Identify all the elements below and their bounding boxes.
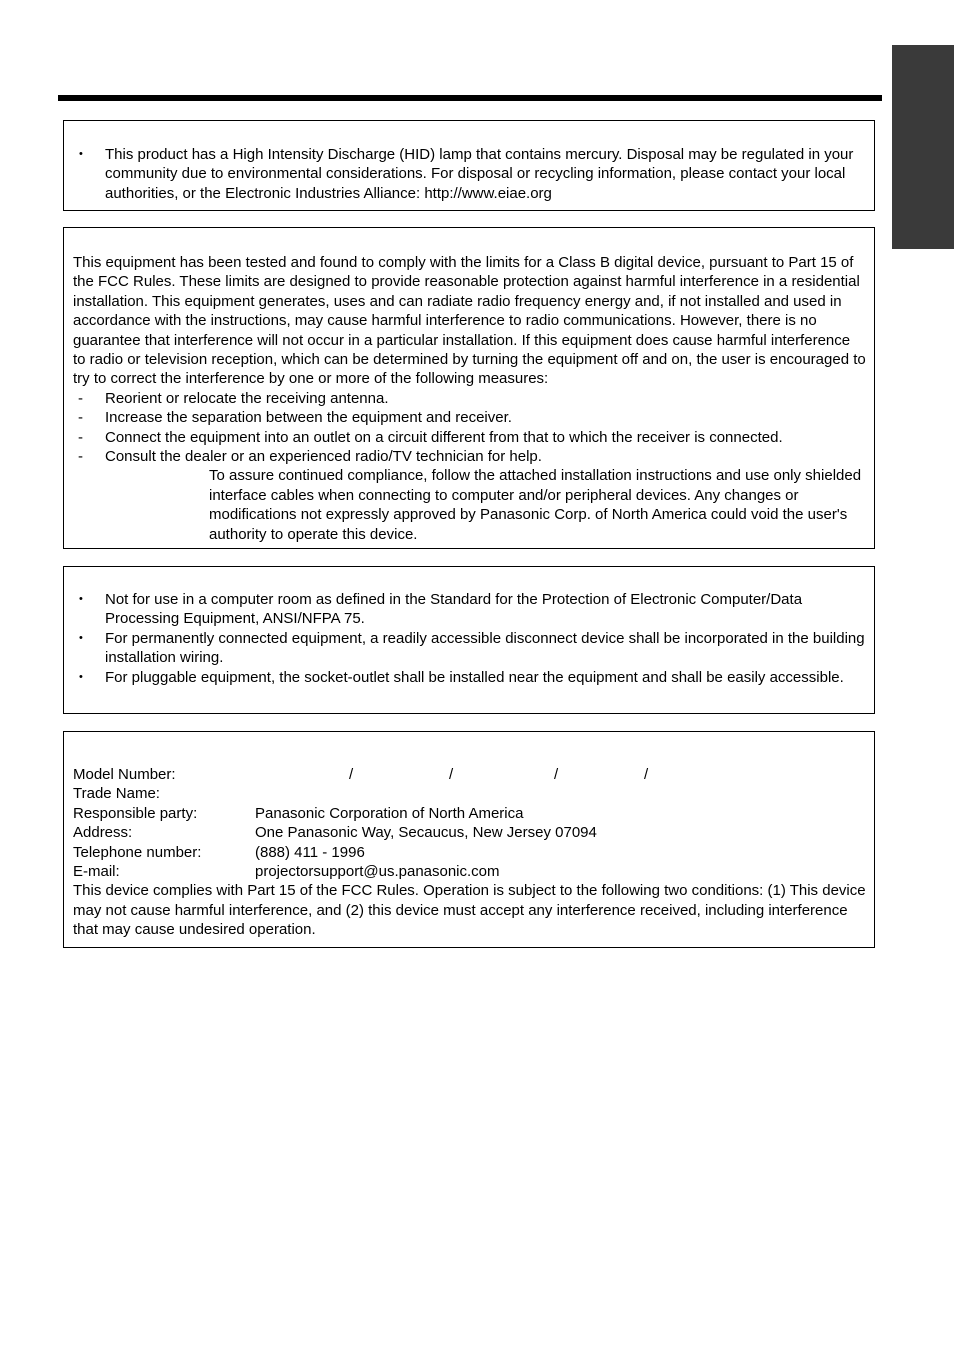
hid-lamp-notice [63, 120, 875, 211]
bullet-marker: • [79, 148, 83, 160]
model-separator: / [644, 766, 649, 783]
dash-marker: - [78, 389, 83, 407]
telephone-row [64, 843, 874, 862]
declaration-of-conformity [63, 731, 875, 948]
notice-item [64, 590, 874, 629]
field-label: Telephone number: [73, 843, 202, 861]
email-row [64, 862, 874, 881]
dash-marker: - [78, 409, 83, 427]
model-separator: / [554, 766, 559, 783]
measure-text: Consult the dealer or an experienced radio/TV technician for help. [105, 448, 542, 466]
fcc-intro: This equipment has been tested and found to comply with the limits for a Class B digital device, pursuant to Part 15 of the FCC Rules. These limits are designed to provide reasonable protection against harmful interference in a residential installation. This equipment generates, uses and can radiate radio frequency energy and, if not installed and used in accordance with the instructions, may cause harmful interference to radio communications. However, there is no guarantee that interference will not occur in a particular installation. If this equipment does cause harmful interference to radio or television reception, which can be determined by turning the equipment off and on, the user is encouraged to try to correct the interference by one or more of the following measures: [73, 254, 866, 388]
responsible-party-row [64, 804, 874, 823]
trade-name-label: Trade Name: [73, 785, 160, 803]
notice-text: Not for use in a computer room as defined in the Standard for the Protection of Electronic Computer/Data Processing Equipment, ANSI/NFPA 75. [105, 591, 803, 628]
notice-text: For pluggable equipment, the socket-outlet shall be installed near the equipment and shall be easily accessible. [105, 668, 844, 686]
fcc-caution: To assure continued compliance, follow the attached installation instructions and use only shielded interface cables when connecting to computer and/or peripheral devices. Any changes or modifications not expressly approved by Panasonic Corp. of North America could void the user's authority to operate this device. [209, 467, 862, 543]
header-rule [58, 95, 882, 101]
measure-item [64, 447, 874, 466]
field-label: Address: [73, 824, 133, 842]
chapter-tab [892, 45, 954, 249]
field-label: E-mail: [73, 863, 120, 881]
dash-marker: - [78, 448, 83, 466]
notice-item [64, 668, 874, 687]
address-row [64, 823, 874, 842]
compliance-statement: This device complies with Part 15 of the FCC Rules. Operation is subject to the following two conditions: (1) This device may not cause harmful interference, and (2) this device must accept any interference received, including interference that may cause undesired operation. [73, 882, 866, 939]
notice-text: For permanently connected equipment, a readily accessible disconnect device shall be incorporated in the building installation wiring. [105, 629, 865, 667]
field-label: Responsible party: [73, 804, 198, 822]
measure-text: Increase the separation between the equipment and receiver. [105, 409, 512, 427]
bullet-marker: • [79, 670, 83, 683]
field-value: projectorsupport@us.panasonic.com [255, 863, 500, 881]
model-separator: / [349, 766, 354, 783]
hid-notice-item [64, 145, 874, 203]
hid-notice-text: This product has a High Intensity Discharge (HID) lamp that contains mercury. Disposal may be regulated in your community due to environmental considerations. For disposal or recycling information, please contact your local authorities, or the Electronic Industries Alliance: http://www.eiae.org [105, 146, 854, 202]
measure-text: Reorient or relocate the receiving antenna. [105, 389, 389, 407]
field-value: One Panasonic Way, Secaucus, New Jersey 07094 [255, 824, 597, 842]
measure-text: Connect the equipment into an outlet on a circuit different from that to which the receiver is connected. [105, 428, 783, 446]
fcc-notice [63, 227, 875, 549]
measure-item [64, 428, 874, 447]
notice-item [64, 629, 874, 668]
model-number-label: Model Number: [73, 766, 176, 783]
computer-room-notice [63, 566, 875, 714]
model-separator: / [449, 766, 454, 783]
dash-marker: - [78, 428, 83, 446]
measure-item [64, 408, 874, 427]
bullet-marker: • [79, 631, 83, 644]
field-value: Panasonic Corporation of North America [255, 804, 524, 822]
field-value: (888) 411 - 1996 [255, 843, 365, 861]
model-number-row [64, 765, 874, 784]
bullet-marker: • [79, 593, 83, 605]
trade-name-row [64, 784, 874, 803]
measure-item [64, 389, 874, 408]
